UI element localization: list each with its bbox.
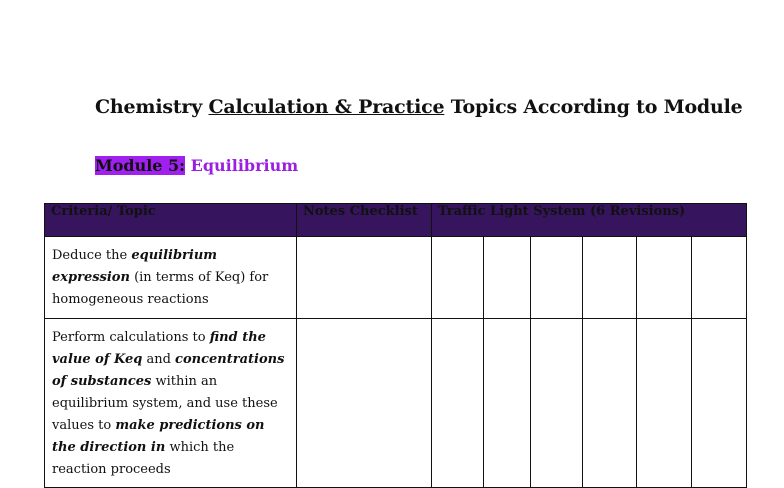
criteria-emphasis: equilibrium expression — [52, 248, 218, 285]
module-label: Module 5: — [95, 156, 186, 175]
table-row — [45, 237, 747, 319]
revision-cell-6[interactable] — [692, 237, 747, 319]
header-notes: Notes Checklist — [297, 204, 432, 237]
revision-cell-6[interactable] — [692, 319, 747, 488]
revision-cell-1[interactable] — [432, 237, 484, 319]
module-topic: Equilibrium — [185, 156, 299, 175]
criteria-emphasis: find the value of Keq — [52, 330, 266, 367]
revision-cell-4[interactable] — [583, 319, 637, 488]
revision-cell-2[interactable] — [484, 237, 531, 319]
title-suffix: Topics According to Module — [444, 96, 743, 118]
revision-cell-3[interactable] — [531, 319, 583, 488]
criteria-text: within an equilibrium system, and use these values to — [52, 374, 278, 433]
module-heading — [95, 156, 298, 175]
header-criteria: Criteria/ Topic — [45, 204, 297, 237]
criteria-text: (in terms of Keq) for homogeneous reactions — [52, 270, 269, 307]
header-traffic-light: Traffic Light System (6 Revisions) — [432, 204, 747, 237]
criteria-text: Perform calculations to — [52, 330, 210, 345]
revision-cell-2[interactable] — [484, 319, 531, 488]
criteria-emphasis: concentrations of substances — [52, 352, 285, 389]
criteria-cell — [45, 237, 297, 319]
notes-checklist-cell[interactable] — [297, 319, 432, 488]
criteria-table — [44, 203, 747, 488]
table-row — [45, 319, 747, 488]
criteria-cell — [45, 319, 297, 488]
revision-cell-3[interactable] — [531, 237, 583, 319]
revision-cell-4[interactable] — [583, 237, 637, 319]
table-header-row — [45, 204, 747, 237]
criteria-text: and — [142, 352, 176, 367]
revision-cell-5[interactable] — [637, 319, 692, 488]
criteria-text: which the reaction proceeds — [52, 440, 235, 477]
notes-checklist-cell[interactable] — [297, 237, 432, 319]
criteria-text: Deduce the — [52, 248, 132, 263]
criteria-emphasis: make predictions on the direction in — [52, 418, 265, 455]
title-prefix: Chemistry — [95, 96, 209, 118]
title-underlined: Calculation & Practice — [208, 96, 445, 118]
revision-cell-5[interactable] — [637, 237, 692, 319]
revision-cell-1[interactable] — [432, 319, 484, 488]
page-title — [95, 96, 743, 118]
